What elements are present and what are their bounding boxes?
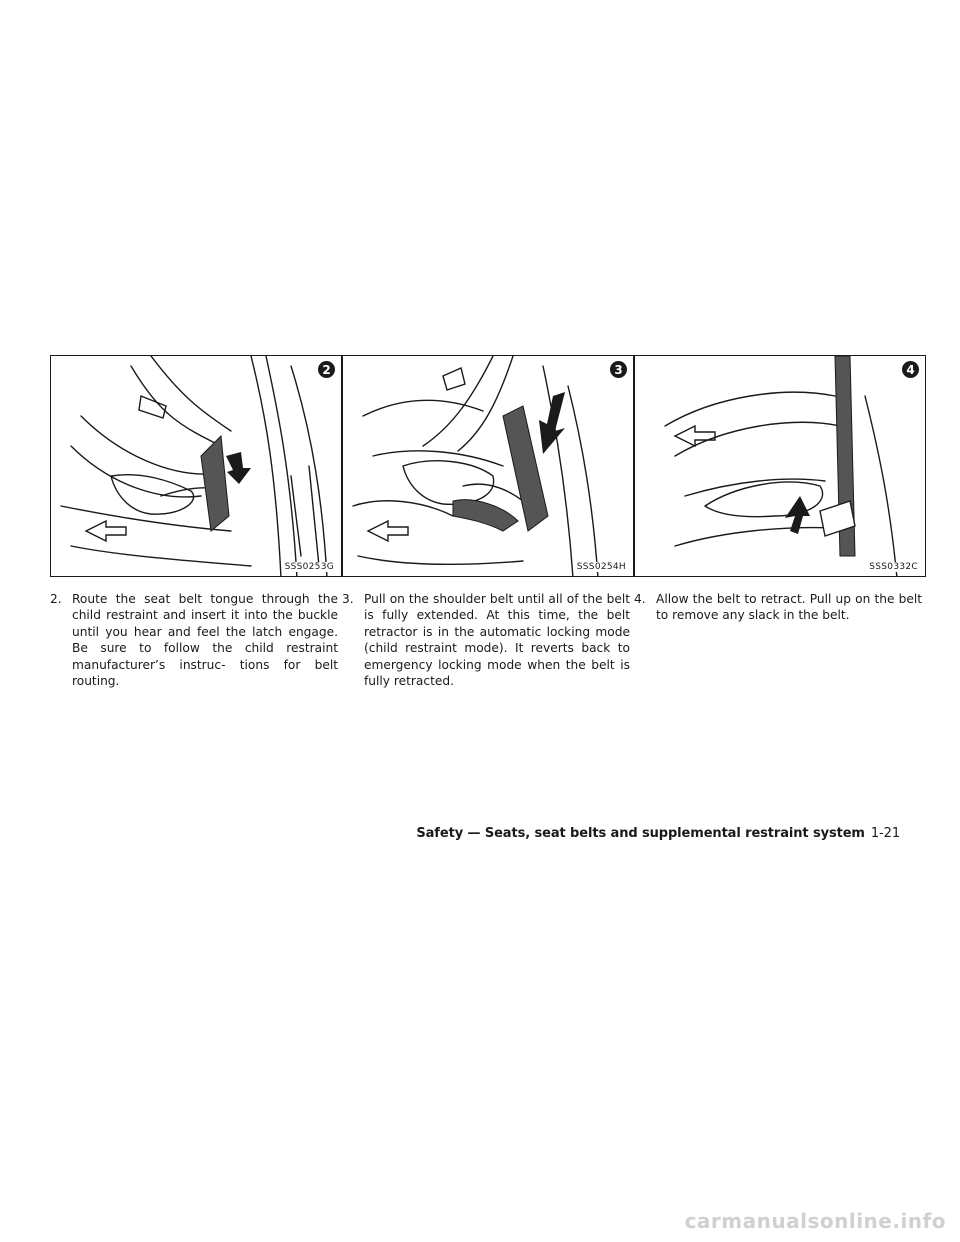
shoulder-belt-pull-illustration-icon	[343, 356, 634, 577]
section-title: Safety — Seats, seat belts and supplemental restraint system	[416, 826, 865, 841]
figure-code: SSS0254H	[576, 562, 626, 572]
page-number: 1-21	[870, 826, 900, 841]
step-2-text	[50, 591, 338, 689]
step-body: Route the seat belt tongue through the child restraint and insert it into the buckle until you hear and feel the latch engage. Be sure to follow the child restraint manufacturer’s instruc- tions for belt routing.	[72, 592, 338, 689]
step-number: 3.	[342, 592, 354, 606]
seat-belt-routing-illustration-icon	[51, 356, 342, 577]
page-footer	[416, 826, 900, 841]
step-body: Pull on the shoulder belt until all of the belt is fully extended. At this time, the belt retractor is in the automatic locking mode (child restraint mode). It reverts back to emergency locking mode when the belt is fully retracted.	[364, 592, 630, 689]
figure-code: SSS0253G	[284, 562, 334, 572]
figure-step-3	[342, 355, 634, 577]
step-badge: 3	[610, 361, 627, 378]
belt-retract-illustration-icon	[635, 356, 926, 577]
step-4-text	[634, 591, 922, 624]
step-badge: 4	[902, 361, 919, 378]
step-number: 4.	[634, 592, 646, 606]
watermark: carmanualsonline.info	[684, 1209, 946, 1233]
figure-step-4	[634, 355, 926, 577]
step-number: 2.	[50, 592, 62, 606]
step-body: Allow the belt to retract. Pull up on the belt to remove any slack in the belt.	[656, 592, 922, 623]
figure-step-2	[50, 355, 342, 577]
figure-code: SSS0332C	[869, 562, 918, 572]
step-3-text	[342, 591, 630, 689]
step-badge: 2	[318, 361, 335, 378]
